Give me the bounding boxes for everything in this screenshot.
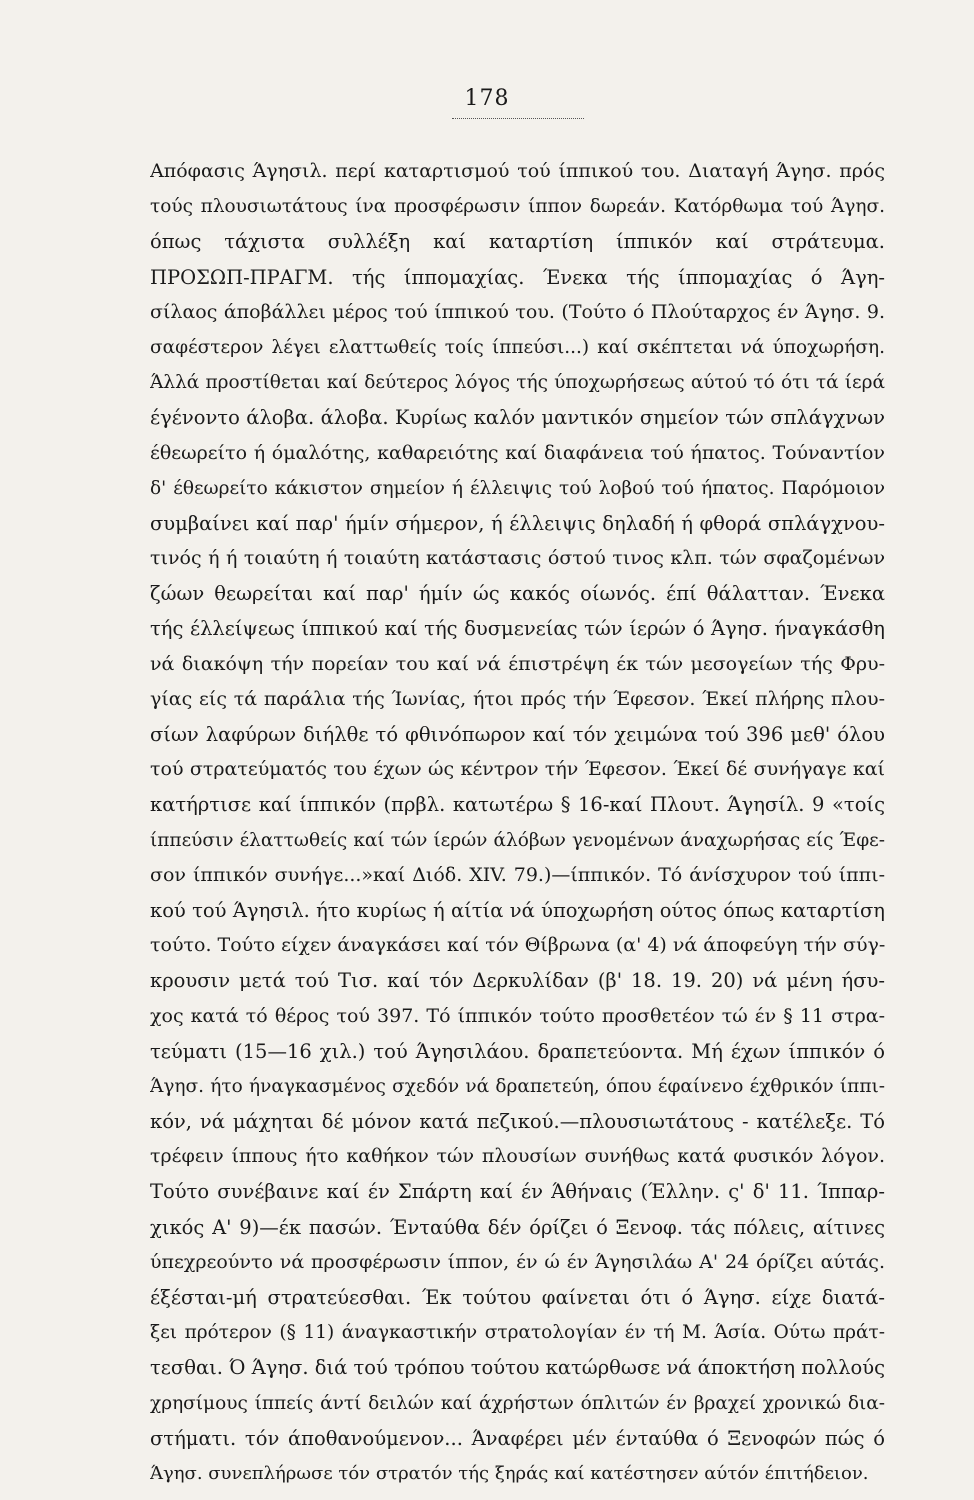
text-line: σίων λαφύρων διήλθε τό φθινόπωρον καί τόν χειμώνα τού 396 μεθ' όλου [150,723,885,746]
text-line: συμβαίνει καί παρ' ήμίν σήμερον, ή έλλειψις δηλαδή ή φθορά σπλάγχνου- [150,511,885,535]
text-line: Τούτο συνέβαινε καί έν Σπάρτη καί έν Άθήναις (Έλλην. ς' δ' 11. Ίππαρ- [150,1180,885,1204]
text-line: τούς πλουσιωτάτους ίνα προσφέρωσιν ίππον δωρεάν. Κατόρθωμα τού Άγησ. [150,196,885,218]
text-line: ίππεύσιν έλαττωθείς καί τών ίερών άλόβων γενομένων άναχωρήσας είς Έφε- [150,829,885,851]
text-line: Άγησ. συνεπλήρωσε τόν στρατόν τής ξηράς καί κατέστησεν αύτόν έπιτήδειον. [150,1462,869,1484]
text-line: γίας είς τά παράλια τής Ίωνίας, ήτοι πρός τήν Έφεσον. Έκεί πλήρης πλου- [150,687,885,710]
text-line: σαφέστερον λέγει ελαττωθείς τοίς ίππεύσι...) καί σκέπτεται νά ύποχωρήση. [150,336,885,358]
text-line: νά διακόψη τήν πορείαν του καί νά έπιστρέψη έκ τών μεσογείων τής Φρυ- [150,652,885,675]
text-line: χος κατά τό θέρος τού 397. Τό ίππικόν τούτο προσθετέον τώ έν § 11 στρα- [150,1004,885,1027]
text-line: τούτο. Τούτο είχεν άναγκάσει καί τόν Θίβρωνα (α' 4) νά άποφεύγη τήν σύγ- [150,934,885,957]
text-line: έθεωρείτο ή όμαλότης, καθαρειότης καί διαφάνεια τού ήπατος. Τούναντίον [150,441,885,464]
text-line: κρουσιν μετά τού Τισ. καί τόν Δερκυλίδαν (β' 18. 19. 20) νά μένη ήσυ- [150,969,885,993]
text-line: ΠΡΟΣΩΠ-ΠΡΑΓΜ. τής ίππομαχίας. Ένεκα τής ίππομαχίας ό Άγη- [150,265,885,289]
text-line: στήματι. τόν άποθανούμενον... Άναφέρει μέν ένταύθα ό Ξενοφών πώς ό [150,1426,885,1450]
text-line: σον ίππικόν συνήγε...»καί Διόδ. XIV. 79.)—ίππικόν. Τό άνίσχυρον τού ίππι- [150,863,885,886]
text-line: έξέσται-μή στρατεύεσθαι. Έκ τούτου φαίνεται ότι ό Άγησ. είχε διατά- [150,1286,885,1309]
text-line: δ' έθεωρείτο κάκιστον σημείον ή έλλειψις τού λοβού τού ήπατος. Παρόμοιον [150,477,885,499]
text-line: τρέφειν ίππους ήτο καθήκον τών πλουσίων συνήθως κατά φυσικόν λόγον. [150,1145,885,1168]
text-line: κόν, νά μάχηται δέ μόνον κατά πεζικού.—πλουσιωτάτους - κατέλεξε. Τό [150,1110,885,1134]
text-line: κού τού Άγησιλ. ήτο κυρίως ή αίτία νά ύποχωρήση ούτος όπως καταρτίση [150,898,885,922]
text-line: τής έλλείψεως ίππικού καί τής δυσμενείας τών ίερών ό Άγησ. ήναγκάσθη [150,617,885,641]
text-line: έγένοντο άλοβα. άλοβα. Κυρίως καλόν μαντικόν σημείον τών σπλάγχνων [150,406,885,430]
text-line: όπως τάχιστα συλλέξη καί καταρτίση ίππικόν καί στράτευμα. [150,230,885,254]
text-line: τινός ή ή τοιαύτη ή τοιαύτη κατάστασις όστού τινος κλπ. τών σφαζομένων [150,547,885,570]
text-line: χικός Α' 9)—έκ πασών. Ένταύθα δέν όρίζει ό Ξενοφ. τάς πόλεις, αίτινες [150,1215,885,1239]
page-number: 178 [464,86,510,111]
text-line: ζώων θεωρείται καί παρ' ήμίν ώς κακός οίωνός. έπί θάλατταν. Ένεκα [150,582,885,606]
text-line: ξει πρότερον (§ 11) άναγκαστικήν στρατολογίαν έν τή Μ. Άσία. Ούτω πράτ- [150,1322,885,1344]
text-line: σίλαος άποβάλλει μέρος τού ίππικού του. (Τούτο ό Πλούταρχος έν Άγησ. 9. [150,300,885,323]
text-line: Άγησ. ήτο ήναγκασμένος σχεδόν νά δραπετεύη, όπου έφαίνενο έχθρικόν ίππι- [150,1075,885,1097]
text-line: τού στρατεύματός του έχων ώς κέντρον τήν Έφεσον. Έκεί δέ συνήγαγε καί [150,758,885,781]
text-line: κατήρτισε καί ίππικόν (πρβλ. κατωτέρω § 16-καί Πλουτ. Άγησίλ. 9 «τοίς [150,793,885,817]
commentary-text [150,154,885,1491]
text-line: τεσθαι. Ό Άγησ. διά τού τρόπου τούτου κατώρθωσε νά άποκτήση πολλούς [150,1356,885,1380]
text-line: τεύματι (15—16 χιλ.) τού Άγησιλάου. δραπετεύοντα. Μή έχων ίππικόν ό [150,1039,885,1063]
text-line: Άλλά προστίθεται καί δεύτερος λόγος τής ύποχωρήσεως αύτού τό ότι τά ίερά [150,372,885,394]
text-line: ύπεχρεούντο νά προσφέρωσιν ίππον, έν ώ έν Άγησιλάω Α' 24 όρίζει αύτάς. [150,1250,885,1273]
text-line: Απόφασις Άγησιλ. περί καταρτισμού τού ίππικού του. Διαταγή Άγησ. πρός [150,160,885,182]
text-line: χρησίμους ίππείς άντί δειλών καί άχρήστων όπλιτών έν βραχεί χρονικώ δια- [150,1392,885,1414]
header-rule [452,118,584,119]
